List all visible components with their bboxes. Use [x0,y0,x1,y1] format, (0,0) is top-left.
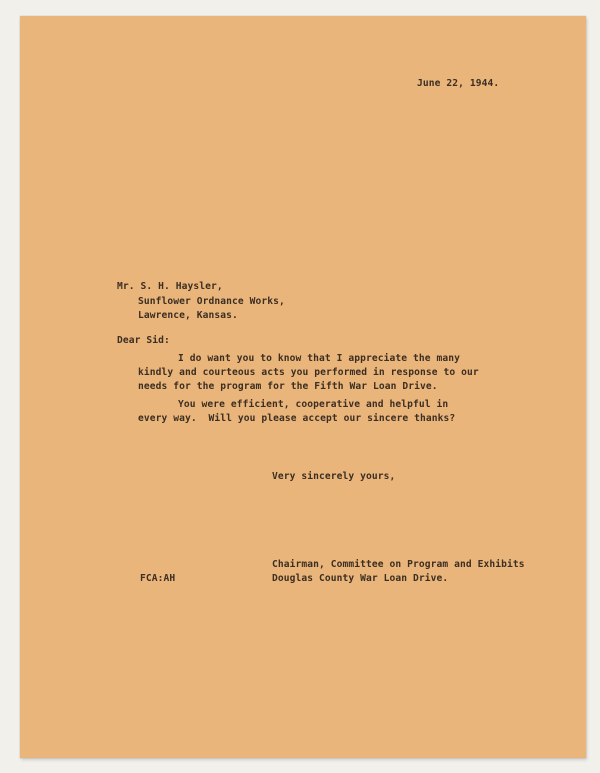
recipient-city: Lawrence, Kansas. [138,310,238,321]
letter-page [20,16,586,758]
recipient-company: Sunflower Ordnance Works, [138,296,285,307]
closing: Very sincerely yours, [272,471,396,482]
paragraph2-line1: You were efficient, cooperative and helpful in [178,399,449,410]
typist-initials: FCA:AH [140,573,176,584]
signature-title-line1: Chairman, Committee on Program and Exhibits [272,559,525,570]
recipient-name: Mr. S. H. Haysler, [117,281,223,292]
paragraph2-line2: every way. Will you please accept our sincere thanks? [138,413,456,424]
signature-title-line2: Douglas County War Loan Drive. [272,573,449,584]
paragraph1-line1: I do want you to know that I appreciate the many [178,353,461,364]
paragraph1-line3: needs for the program for the Fifth War Loan Drive. [138,381,438,392]
salutation: Dear Sid: [117,335,170,346]
letter-date: June 22, 1944. [417,78,500,89]
paragraph1-line2: kindly and courteous acts you performed in response to our [138,367,479,378]
